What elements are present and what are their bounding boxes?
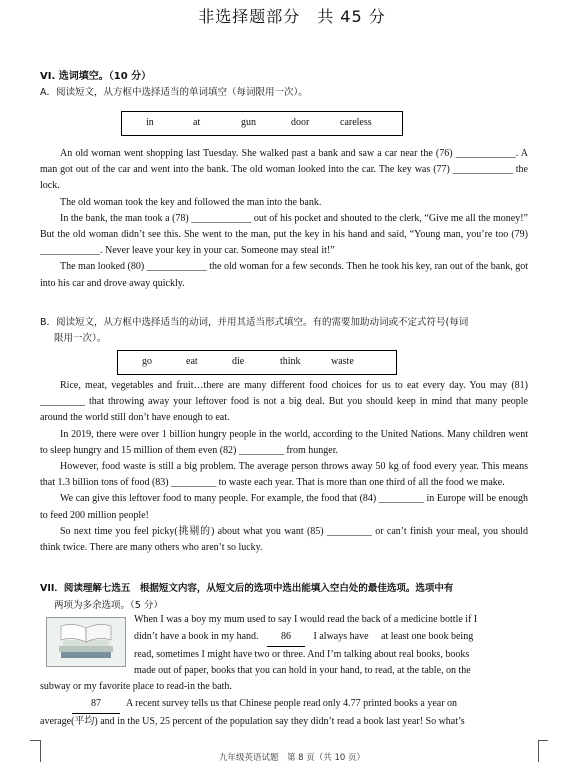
word-box-item: careless: [340, 117, 372, 128]
passage-text: didn’t have a book in my hand.: [134, 630, 259, 642]
passage-line: When I was a boy my mum used to say I would read the back of a medicine bottle if I: [134, 614, 478, 625]
passage-paragraph: In 2019, there were over 1 billion hungry people in the world, according to the United Nations. Many children went to sleep hungry and 15 million of them even (82) _________ from hunger.: [40, 428, 528, 456]
part-a-word-box: [121, 111, 403, 136]
passage-paragraph: So next time you feel picky(挑剔的) about what you want (85) _________ or can’t finish your meal, you should think twice. There are many others who aren’t so lucky.: [40, 525, 528, 554]
part-b-passage: [40, 378, 528, 556]
passage-line: subway or my favorite place to read-in the bath.: [40, 681, 232, 692]
passage-paragraph: We can give this leftover food to many people. For example, the food that (84) _________ in Europe will be enough to feed 200 million people!: [40, 493, 528, 521]
word-box-item: door: [291, 117, 310, 128]
passage-text: A recent survey tells us that Chinese people read only 4.77 printed books a year on: [126, 697, 458, 709]
blank-86[interactable]: 86: [267, 629, 305, 647]
part-a-instruction: A．阅读短文，从方框中选择适当的单词填空（每词限用一次）。: [40, 87, 308, 98]
part-a-passage: [40, 146, 528, 292]
page-title: 非选择题部分 共 45 分: [198, 7, 386, 26]
section-7-passage-bottom: [40, 679, 528, 730]
passage-paragraph: The man looked (80) ____________ the old woman for a few seconds. Then he took his key, ran out of the bank, got into his car and drove away quickly.: [40, 261, 528, 289]
passage-paragraph: In the bank, the man took a (78) ____________ out of his pocket and shouted to the clerk, “Give me all the money!” But the old woman didn’t see this. She went to the man, put the key in his hand and said, “Young man, you’re too (79) ____________. Never leave your key in your car. Someone may steal it!”: [40, 212, 528, 257]
section-7-heading: VII．阅读理解七选五 根据短文内容，从短文后的选项中选出能填入空白处的最佳选项。选项中有: [40, 583, 454, 594]
word-box-item: eat: [186, 356, 198, 367]
part-b-word-box: [117, 350, 397, 375]
word-box-item: go: [142, 356, 152, 367]
passage-line: read, sometimes I might have two or three. And I’m talking about real books, books: [134, 648, 470, 660]
passage-paragraph: Rice, meat, vegetables and fruit…there are many different food choices for us to eat every day. You may (81) _________ that throwing away your leftover food is not a big deal. But you should keep in mind that many people around the world still don’t have enough to eat.: [40, 380, 528, 424]
word-box-item: think: [280, 356, 301, 367]
open-book-on-stack-image: [46, 617, 126, 667]
part-b-instruction-line1: B．阅读短文，从方框中选择适当的动词，并用其适当形式填空。有的需要加助动词或不定式符号(每词: [40, 317, 469, 328]
passage-line: made out of paper, books that you can hold in your hand, to read, at the table, on the: [134, 665, 471, 677]
section-7-passage-top: [134, 612, 528, 680]
passage-paragraph: The old woman took the key and followed the man into the bank.: [60, 196, 322, 208]
passage-paragraph: An old woman went shopping last Tuesday. She walked past a bank and saw a car near the (76) ____________. A man got out of the car and went into the bank. The old woman looked into the car. The key was (77) ____________ the lock.: [40, 148, 528, 192]
corner-mark-left-h: [30, 740, 40, 741]
page-footer: 九年级英语试题 第 8 页（共 10 页）: [218, 753, 366, 763]
passage-line: average(平均) and in the US, 25 percent of the population say they didn’t read a book last year! So what’s: [40, 715, 465, 727]
passage-line: [40, 696, 528, 714]
blank-87[interactable]: 87: [72, 696, 120, 714]
word-box-item: die: [232, 356, 245, 367]
section-6-heading: VI. 选词填空。（10 分）: [40, 71, 152, 82]
corner-mark-right-h: [538, 740, 548, 741]
word-box-item: gun: [241, 117, 256, 128]
word-box-item: at: [193, 117, 201, 128]
section-7-heading-line2: 两项为多余选项。（5 分）: [54, 600, 163, 611]
part-b-instruction-line2: 限用一次）。: [54, 333, 107, 344]
passage-line: [134, 629, 528, 647]
passage-paragraph: However, food waste is still a big problem. The average person throws away 50 kg of food every year. This means that 1.3 billion tons of food (83) _________ to waste each year. That is more than one third of all the food we make.: [40, 461, 528, 489]
word-box-item: waste: [331, 356, 354, 367]
passage-text: I always have at least one book being: [313, 630, 474, 642]
word-box-item: in: [146, 117, 154, 128]
